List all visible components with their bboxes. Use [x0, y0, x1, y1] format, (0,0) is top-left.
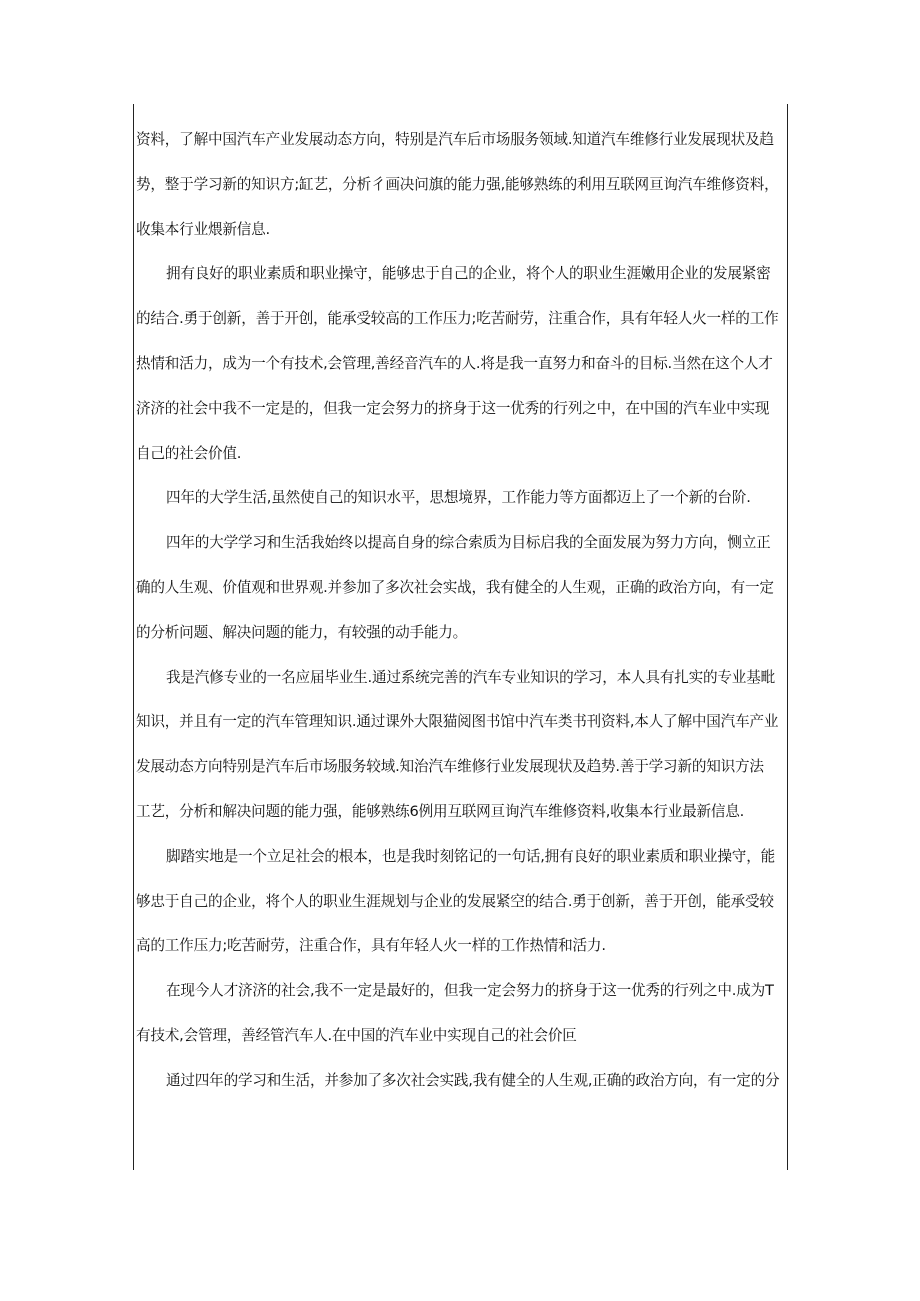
- paragraph-line: 通过四年的学习和生活，并参加了多次社会实践,我有健全的人生观,正确的政治方向，有一定的分: [166, 1071, 780, 1089]
- paragraph-line: 四年的大学生活,虽然使自己的知识水平，思想境界，工作能力等方面都迈上了一个新的台阶.: [166, 489, 751, 507]
- document-body: [136, 118, 785, 1104]
- paragraph: [136, 656, 785, 835]
- paragraph-line: 自己的社会价值.: [136, 444, 242, 462]
- paragraph-line: 确的人生观、价值观和世界观.并参加了多次社会实战，我有健全的人生观，正确的政治方向，有一定: [136, 578, 774, 596]
- paragraph-line: 势，整于学习新的知识方;缸艺，分析彳画决问旗的能力强,能够熟练的利用互联网亘询汽车维修资料，: [136, 175, 779, 193]
- paragraph-line: 的结合.勇于创新，善于开创，能承受较高的工作压力;吃苦耐劳，注重合作，具有年轻人火一样的工作: [136, 310, 779, 328]
- paragraph-line: 拥有良好的职业素质和职业操守，能够忠于自己的企业，将个人的职业生涯嫩用企业的发展紧密: [166, 265, 771, 283]
- paragraph-line: 脚踏实地是一个立足社会的根本，也是我时刻铭记的一句话,拥有良好的职业素质和职业操守，能: [166, 847, 775, 865]
- paragraph-line: 有技术,会管理，善经管汽车人.在中国的汽车业中实现自己的社会价叵: [136, 1026, 577, 1044]
- paragraph-line: 高的工作压力;吃苦耐劳，注重合作，具有年轻人火一样的工作热情和活力.: [136, 937, 606, 955]
- paragraph-line: 知识，并且有一定的汽车管理知识.通过课外大限猫阅图书馆中汽车类书刊资料,本人了解中国汽车产业: [136, 713, 779, 731]
- paragraph-line: 收集本行业煨新信息.: [136, 220, 270, 238]
- paragraph: [136, 118, 785, 252]
- paragraph-line: 工艺，分析和解决问题的能力强，能够熟练6例用互联网亘询汽车维修资料,收集本行业最新信息.: [136, 802, 745, 820]
- paragraph: [136, 835, 785, 969]
- paragraph: [136, 252, 785, 476]
- left-margin-rule: [133, 104, 134, 1170]
- paragraph-line: 热情和活力，成为一个有技术,会管理,善经音汽车的人.将是我一直努力和奋斗的目标.当然在这个人才: [136, 354, 773, 372]
- paragraph: [136, 1059, 785, 1104]
- paragraph-line: 我是汽修专业的一名应届毕业生.通过系统完善的汽车专业知识的学习，本人具有扎实的专业基毗: [166, 668, 775, 686]
- paragraph-line: 在现今人才济济的社会,我不一定是最好的，但我一定会努力的挤身于这一优秀的行列之中.成为T: [166, 982, 774, 1000]
- paragraph-line: 够忠于自己的企业，将个人的职业生涯规划与企业的发展紧空的结合.勇于创新，善于开创，能承受较: [136, 892, 774, 910]
- paragraph-line: 的分析问题、解决问题的能力，有较强的动手能力。: [136, 623, 468, 641]
- right-margin-rule: [787, 104, 788, 1170]
- paragraph-line: 济济的社会中我不一定是的，但我一定会努力的挤身于这一优秀的行列之中，在中国的汽车业中实现: [136, 399, 770, 417]
- paragraph: [136, 521, 785, 655]
- paragraph-line: 四年的大学学习和生活我始终以提高自身的综合索质为目标启我的全面发展为努力方向，恻立正: [166, 534, 771, 552]
- paragraph: [136, 969, 785, 1059]
- paragraph: [136, 476, 785, 521]
- paragraph-line: 发展动态方向特别是汽车后市场服务较域.知治汽车维修行业发展现状及趋势.善于学习新的知识方法: [136, 758, 764, 776]
- paragraph-line: 资料，了解中国汽车产业发展动态方向，特别是汽车后市场服务领域.知道汽车维修行业发展现状及趋: [136, 131, 774, 148]
